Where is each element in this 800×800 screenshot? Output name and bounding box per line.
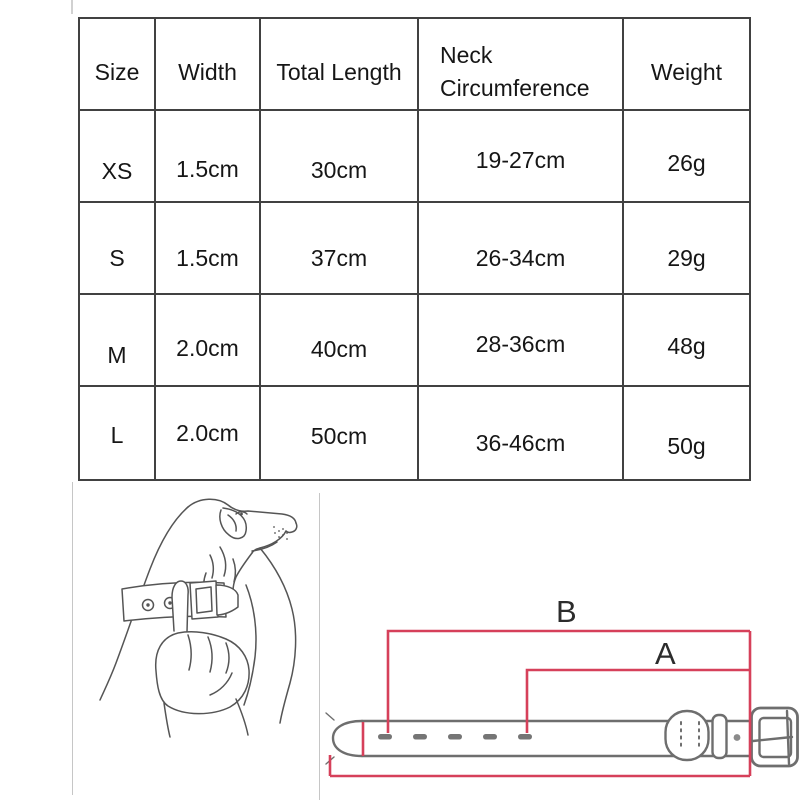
table-cell: 29g	[624, 203, 749, 295]
table-cell-size-m: M	[80, 295, 156, 387]
table-cell: 1.5cm	[156, 111, 261, 203]
table-cell: 2.0cm	[156, 295, 261, 387]
table-cell: 36-46cm	[419, 387, 624, 479]
measurement-label-b: B	[556, 594, 577, 629]
table-cell: 30cm	[261, 111, 419, 203]
measurement-label-a: A	[655, 636, 676, 671]
table-cell: 37cm	[261, 203, 419, 295]
table-cell: 28-36cm	[419, 295, 624, 387]
table-cell: 50cm	[261, 387, 419, 479]
table-header-size: Size	[80, 19, 156, 111]
table-cell-size-l: L	[80, 387, 156, 479]
table-cell: 26g	[624, 111, 749, 203]
table-cell: 2.0cm	[156, 387, 261, 479]
table-cell: 19-27cm	[419, 111, 624, 203]
table-cell: 40cm	[261, 295, 419, 387]
table-cell: 50g	[624, 387, 749, 479]
collar-drawing	[326, 708, 798, 766]
table-cell: 1.5cm	[156, 203, 261, 295]
table-cell-size-xs: XS	[80, 111, 156, 203]
table-cell-size-s: S	[80, 203, 156, 295]
table-cell: 26-34cm	[419, 203, 624, 295]
table-header-total-length: Total Length	[261, 19, 419, 111]
table-cell: 48g	[624, 295, 749, 387]
table-header-weight: Weight	[624, 19, 749, 111]
table-header-width: Width	[156, 19, 261, 111]
table-header-neck-circumference: Neck Circumference	[419, 19, 624, 111]
